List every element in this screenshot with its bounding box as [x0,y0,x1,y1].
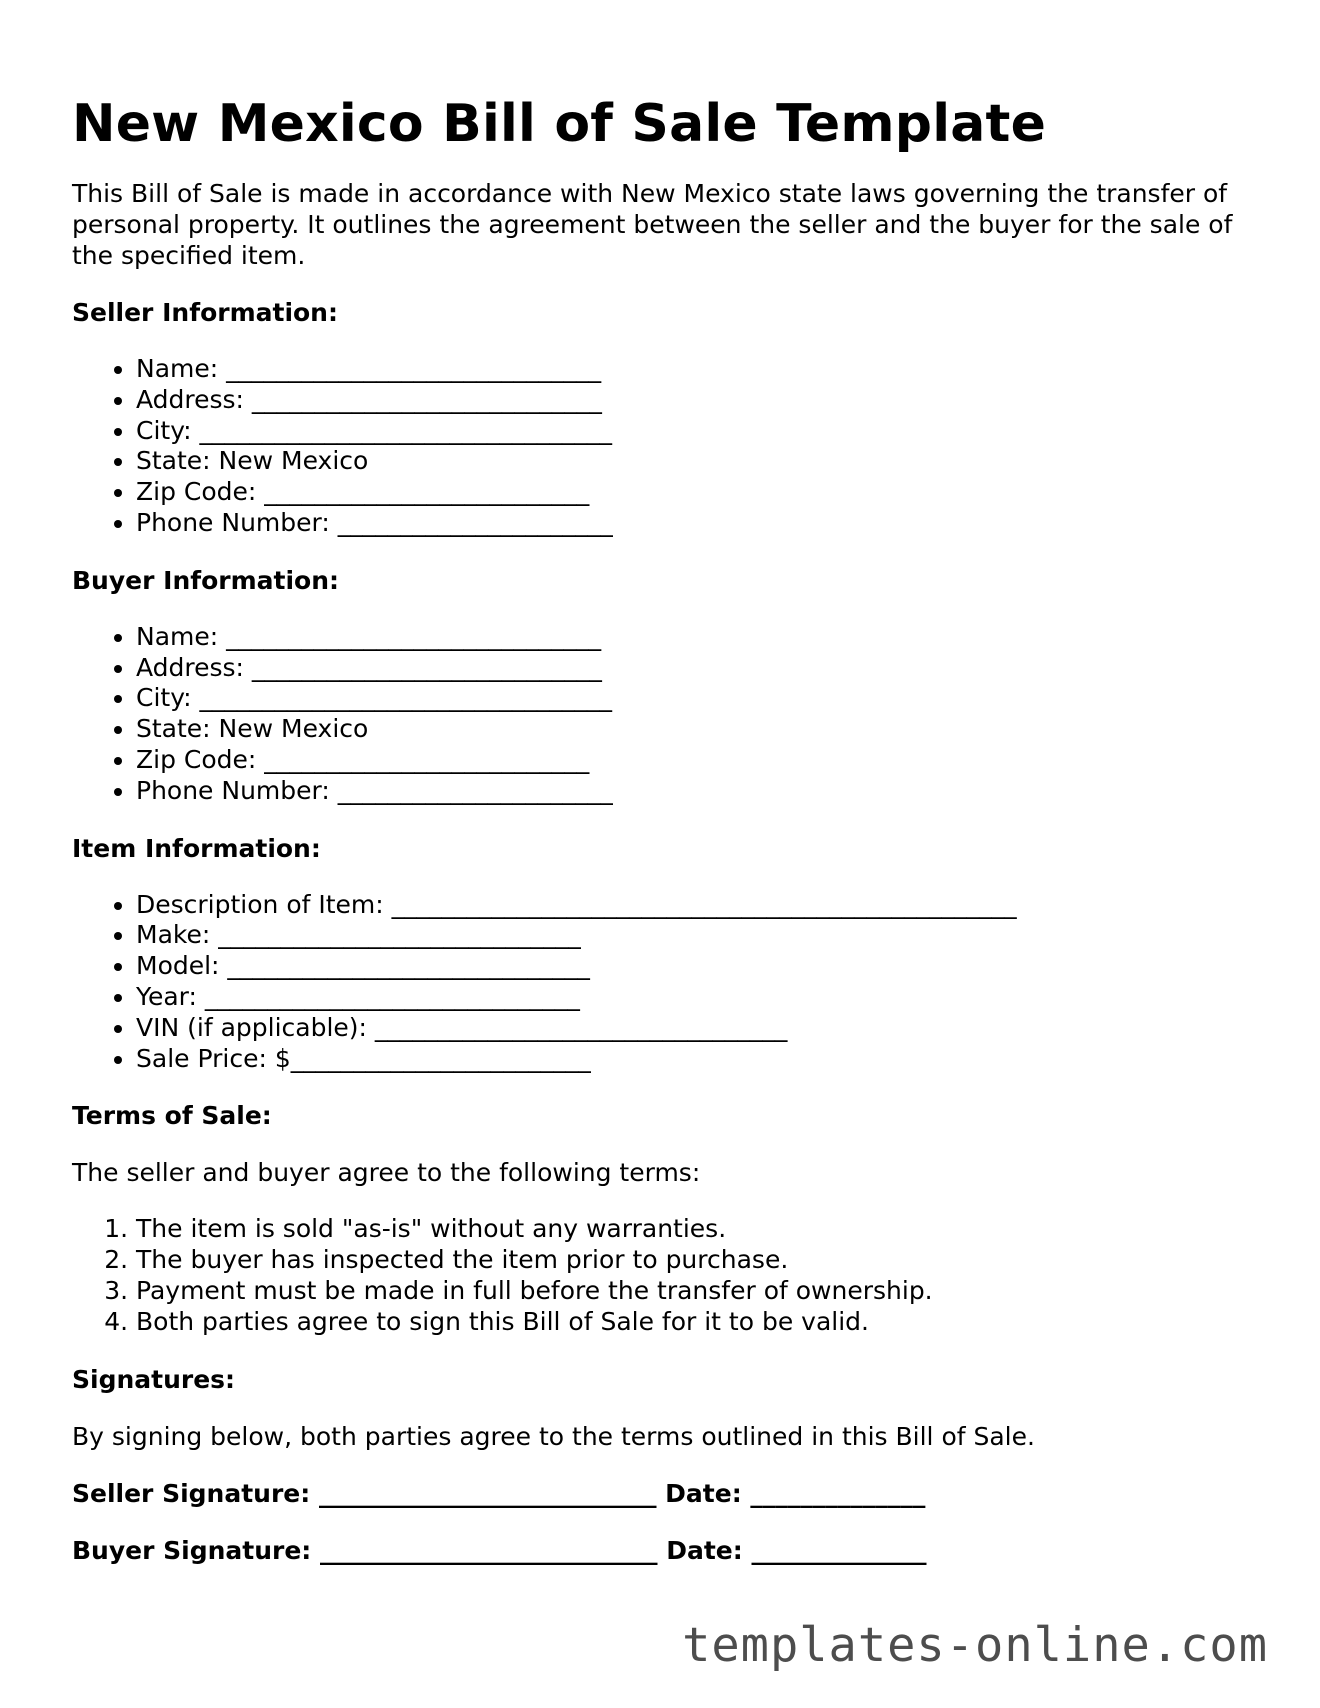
buyer-list [72,622,1252,807]
document-page [72,88,1252,1566]
seller-state-field: • State: New Mexico [136,446,1252,477]
seller-name-field[interactable]: • Name: ______________________________ [136,354,1252,385]
item-list [72,890,1252,1075]
item-heading: Item Information: [72,833,321,863]
watermark: templates-online.com [682,1618,1268,1673]
buyer-phone-field[interactable]: • Phone Number: ______________________ [136,776,1252,807]
term-item: 4. Both parties agree to sign this Bill of Sale for it to be valid. [136,1307,1252,1338]
item-price-field[interactable]: • Sale Price: $________________________ [136,1044,1252,1075]
seller-city-field[interactable]: • City: _________________________________ [136,416,1252,447]
seller-list [72,354,1252,539]
buyer-zip-field[interactable]: • Zip Code: __________________________ [136,745,1252,776]
buyer-address-field[interactable]: • Address: ____________________________ [136,653,1252,684]
buyer-heading: Buyer Information: [72,565,340,595]
term-item: 1. The item is sold "as-is" without any warranties. [136,1214,1252,1245]
item-description-field[interactable]: • Description of Item: __________________________________________________ [136,890,1252,921]
terms-list [72,1214,1252,1337]
item-vin-field[interactable]: • VIN (if applicable): _________________________________ [136,1013,1252,1044]
item-make-field[interactable]: • Make: _____________________________ [136,920,1252,951]
term-item: 3. Payment must be made in full before the transfer of ownership. [136,1276,1252,1307]
seller-heading: Seller Information: [72,298,338,327]
terms-heading: Terms of Sale: [72,1101,272,1131]
buyer-city-field[interactable]: • City: _________________________________ [136,683,1252,714]
seller-address-field[interactable]: • Address: ____________________________ [136,385,1252,416]
buyer-state-field: • State: New Mexico [136,714,1252,745]
seller-phone-field[interactable]: • Phone Number: ______________________ [136,508,1252,539]
buyer-signature-line[interactable]: Buyer Signature: ___________________________ Date: ______________ [72,1535,927,1565]
item-year-field[interactable]: • Year: ______________________________ [136,982,1252,1013]
seller-signature-line[interactable]: Seller Signature: ___________________________ Date: ______________ [72,1478,926,1508]
buyer-name-field[interactable]: • Name: ______________________________ [136,622,1252,653]
signatures-intro: By signing below, both parties agree to the terms outlined in this Bill of Sale. [72,1421,1035,1451]
seller-zip-field[interactable]: • Zip Code: __________________________ [136,477,1252,508]
term-item: 2. The buyer has inspected the item prior to purchase. [136,1245,1252,1276]
intro-paragraph: This Bill of Sale is made in accordance with New Mexico state laws governing the transfer of personal property. It outlines the agreement between the seller and the buyer for the sale of the specified item. [72,179,1233,270]
terms-intro: The seller and buyer agree to the following terms: [72,1158,701,1188]
signatures-heading: Signatures: [72,1364,236,1394]
item-model-field[interactable]: • Model: _____________________________ [136,951,1252,982]
page-title: New Mexico Bill of Sale Template [72,94,1047,154]
